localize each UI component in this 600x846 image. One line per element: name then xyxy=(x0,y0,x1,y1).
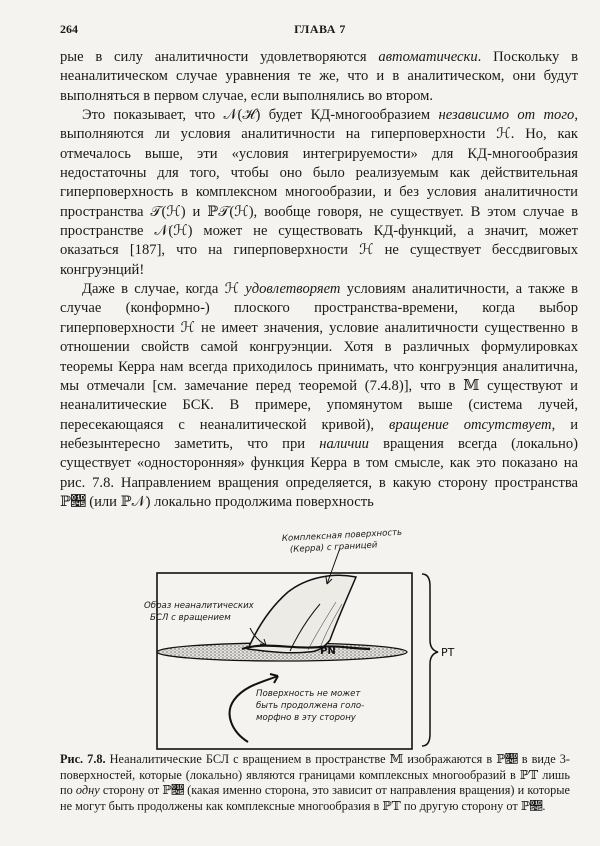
emphasized-text: вращение отсутствует xyxy=(388,416,552,433)
label-not-extendable-line2: быть продолжена голо- xyxy=(256,701,365,711)
emphasized-text: одну xyxy=(75,783,100,797)
text-run: рые в силу аналитичности удовлетворяются xyxy=(60,49,379,65)
text-run: . Поскольку в неаналитическом случае уравнения те же, что и в аналитическом, они будут выполняться в первом случае, если выполнялись во втором. xyxy=(60,49,579,104)
label-nonanalytic-image-line1: Образ неаналитических xyxy=(144,601,254,611)
label-pt: PT xyxy=(441,646,455,659)
page-number: 264 xyxy=(60,22,78,36)
caption-label: Рис. 7.8. xyxy=(60,752,106,766)
text-run: сторону от ℙ𝕅 (какая именно сторона, это зависит от направления вращения) и которые не могут быть продолжены как комплексные многообразия в ℙ𝕋 по другую сторону от ℙ𝕅. xyxy=(60,783,570,813)
figure-7-8 xyxy=(130,528,470,750)
running-head: ГЛАВА 7 xyxy=(294,22,346,36)
emphasized-text: удовлетворяет xyxy=(245,281,341,298)
emphasized-text: независимо от того xyxy=(438,107,575,124)
figure-caption xyxy=(60,752,570,814)
text-run: Это показывает, что 𝒩(ℋ) будет КД-многообразием xyxy=(82,107,439,124)
text-run: , и небезынтересно заметить, что при xyxy=(60,416,578,452)
label-kerr-surface-line2: (Керра) с границей xyxy=(289,540,378,555)
label-nonanalytic-image-line2: БСЛ с вращением xyxy=(150,613,231,623)
emphasized-text: автоматически xyxy=(378,49,478,65)
paragraph xyxy=(60,280,578,512)
label-not-extendable-line1: Поверхность не может xyxy=(256,689,361,699)
label-kerr-surface-line1: Комплексная поверхность xyxy=(281,528,403,544)
paragraph xyxy=(60,48,578,106)
pt-brace xyxy=(422,574,438,746)
text-run: вращения всегда (локально) существует «односторонняя» функция Керра в том смысле, как это показано на рис. 7.8. Направлением вращения определяется, в какую сторону пространства ℙ𝕅 (или ℙ𝒩) локально продолжима поверхность xyxy=(60,435,579,510)
label-not-extendable-line3: морфно в эту сторону xyxy=(256,713,356,723)
text-run: , выполняются ли условия аналитичности на гиперповерхности ℋ. Но, как отмечалось выше, эти «условия интегрируемости» для КД-многообразия недостаточны для того, чтобы оно было реализуемым как действительная гиперповерхность в комплексном многообразии, и без условия аналитичности пространства 𝒯(ℋ) и ℙ𝒯(ℋ), вообще говоря, не существует. В этом случае в пространстве 𝒩(ℋ) может не существовать КД-функций, а значит, может оказаться [187], что на гиперповерхности ℋ не существует бессдвиговых конгруэнций! xyxy=(60,107,578,278)
label-pn: PN xyxy=(320,646,336,657)
body-text xyxy=(60,48,578,512)
paragraph xyxy=(60,106,578,280)
text-run: Неаналитические БСЛ с вращением в пространстве 𝕄 изображаются в ℙ𝕅 в виде 3-поверхностей, которые (локально) являются границами комплексных многообразий в ℙ𝕋 лишь по xyxy=(60,752,570,797)
page-header xyxy=(60,22,580,40)
text-run: условиям аналитичности, а также в случае (конформно-) плоского пространства-времени, когда выбор гиперповерхности ℋ не имеет значения, условие аналитичности существенно в отношении свойств самой конгруэнции. Хотя в различных формулировках теоремы Керра нам всегда приходилось принимать, что конгруэнция аналитична, мы отмечали [см. замечание перед теоремой (7.4.8)], что в 𝕄 существуют и неаналитические БСК. В примере, упомянутом выше (система лучей, пересекающаяся с неаналитической кривой), xyxy=(60,281,578,433)
caption-body xyxy=(60,752,570,813)
emphasized-text: наличии xyxy=(319,435,369,452)
text-run: Даже в случае, когда ℋ xyxy=(82,281,246,298)
